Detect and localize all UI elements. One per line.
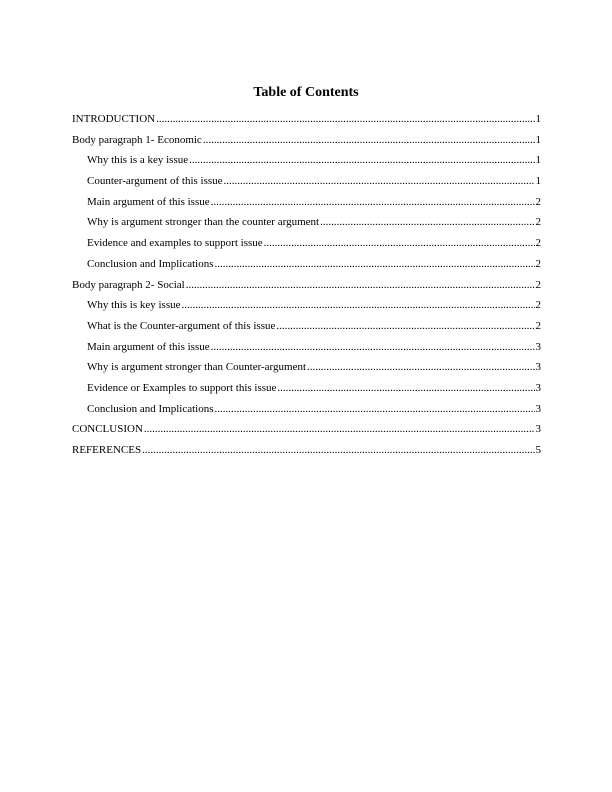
toc-page-number: 3 (535, 423, 541, 436)
toc-entry-label: Why is argument stronger than the counter argument (87, 216, 320, 229)
toc-entry[interactable] (72, 153, 541, 174)
dot-leader (276, 319, 534, 333)
toc-entry[interactable] (72, 112, 541, 133)
toc-entry-label: What is the Counter-argument of this issue (87, 319, 276, 332)
toc-entry-label: CONCLUSION (72, 423, 143, 436)
toc-page-number: 2 (535, 319, 541, 332)
toc-page-number: 1 (535, 133, 541, 146)
toc-page-number: 2 (535, 237, 541, 250)
toc-page-number: 1 (535, 113, 541, 125)
toc-page-number: 2 (535, 195, 541, 208)
toc-entry[interactable] (72, 298, 541, 319)
toc-entry-label: REFERENCES (72, 444, 142, 456)
toc-page-number: 2 (535, 278, 541, 291)
toc-entry-label: Counter-argument of this issue (87, 175, 223, 188)
toc-page-number: 3 (535, 381, 541, 394)
toc-entry[interactable] (72, 319, 541, 340)
toc-entry[interactable] (72, 360, 541, 381)
dot-leader (307, 360, 534, 374)
dot-leader (144, 422, 535, 436)
toc-entry[interactable] (72, 215, 541, 236)
toc-entry-label: Conclusion and Implications (87, 257, 214, 270)
toc-entry[interactable] (72, 443, 541, 464)
toc-entry-label: Why this is key issue (87, 299, 181, 312)
toc-entry-label: Why is argument stronger than Counter-argument (87, 361, 307, 374)
toc-page-number: 3 (535, 361, 541, 374)
toc-page-number: 1 (535, 154, 541, 167)
toc-entry[interactable] (72, 195, 541, 216)
dot-leader (264, 236, 535, 250)
toc-page-number: 5 (535, 444, 541, 456)
dot-leader (211, 195, 535, 209)
toc-page-number: 3 (535, 340, 541, 353)
toc-page-number: 2 (535, 299, 541, 312)
toc-entry[interactable] (72, 278, 541, 299)
table-of-contents (72, 112, 541, 464)
toc-entry[interactable] (72, 236, 541, 257)
toc-entry[interactable] (72, 402, 541, 423)
dot-leader (203, 133, 535, 147)
dot-leader (189, 153, 534, 167)
toc-entry-label: INTRODUCTION (72, 113, 156, 125)
dot-leader (277, 381, 534, 395)
toc-entry[interactable] (72, 422, 541, 443)
toc-entry[interactable] (72, 340, 541, 361)
toc-page-number: 2 (535, 257, 541, 270)
dot-leader (214, 402, 534, 416)
toc-entry-label: Evidence and examples to support issue (87, 237, 263, 250)
dot-leader (320, 215, 534, 229)
dot-leader (156, 112, 534, 126)
toc-entry[interactable] (72, 174, 541, 195)
toc-entry-label: Evidence or Examples to support this issue (87, 381, 277, 394)
toc-entry-label: Body paragraph 1- Economic (72, 133, 202, 146)
dot-leader (214, 257, 534, 271)
page-title: Table of Contents (253, 85, 359, 100)
toc-entry-label: Body paragraph 2- Social (72, 278, 185, 291)
toc-entry-label: Why this is a key issue (87, 154, 189, 167)
dot-leader (224, 174, 535, 188)
dot-leader (142, 443, 534, 457)
dot-leader (182, 298, 535, 312)
toc-page-number: 2 (535, 216, 541, 229)
toc-entry[interactable] (72, 381, 541, 402)
dot-leader (211, 340, 535, 354)
dot-leader (186, 278, 535, 292)
toc-page-number: 3 (535, 402, 541, 415)
toc-entry[interactable] (72, 257, 541, 278)
toc-entry-label: Main argument of this issue (87, 340, 210, 353)
toc-entry-label: Main argument of this issue (87, 195, 210, 208)
toc-entry-label: Conclusion and Implications (87, 402, 214, 415)
toc-entry[interactable] (72, 133, 541, 154)
toc-page-number: 1 (535, 175, 541, 188)
